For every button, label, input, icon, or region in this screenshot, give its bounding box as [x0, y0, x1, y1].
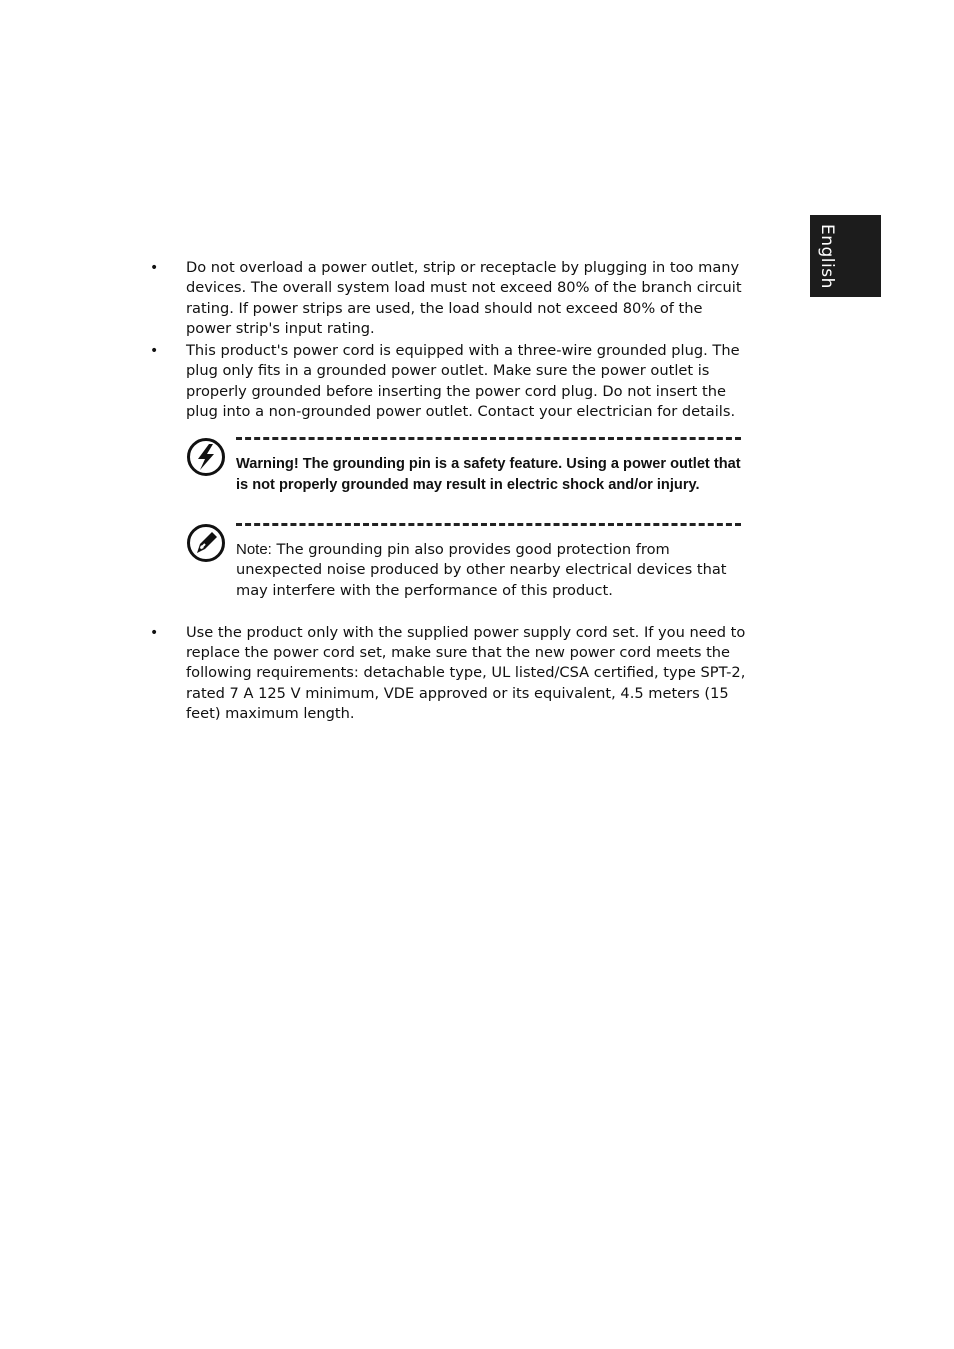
list-item	[150, 341, 750, 422]
note-box	[186, 523, 750, 601]
lightning-warning-icon	[186, 437, 226, 477]
bullet-marker: •	[150, 343, 159, 360]
list-item-text: Do not overload a power outlet, strip or receptacle by plugging in too many devices. The overall system load must not exceed 80% of the branch circuit rating. If power strips are used, the load should not exceed 80% of the power strip's input rating.	[186, 259, 742, 337]
warning-divider	[236, 437, 741, 440]
note-body: The grounding pin also provides good protection from unexpected noise produced by other nearby electrical devices that may interfere with the performance of this product.	[236, 540, 727, 599]
pencil-note-icon	[186, 523, 226, 563]
language-tab-label: English	[817, 224, 837, 289]
note-text	[236, 540, 741, 601]
safety-instructions	[150, 258, 750, 726]
list-item	[150, 623, 750, 724]
warning-text: Warning! The grounding pin is a safety feature. Using a power outlet that is not properly grounded may result in electric shock and/or injury.	[236, 456, 741, 493]
warning-box	[186, 437, 750, 495]
note-label: Note:	[236, 540, 272, 558]
note-divider	[236, 523, 741, 526]
list-item	[150, 258, 750, 339]
list-item-text: Use the product only with the supplied power supply cord set. If you need to replace the power cord set, make sure that the new power cord meets the following requirements: detachable type, UL listed/CSA certified, type SPT-2, rated 7 A 125 V minimum, VDE approved or its equivalent, 4.5 meters (15 feet) maximum length.	[186, 623, 746, 723]
bullet-marker: •	[150, 624, 159, 641]
language-tab	[810, 215, 881, 297]
bullet-marker: •	[150, 260, 159, 276]
list-item-text: This product's power cord is equipped with a three-wire grounded plug. The plug only fits in a grounded power outlet. Make sure the power outlet is properly grounded before inserting the power cord plug. Do not insert the plug into a non-grounded power outlet. Contact your electrician for details.	[186, 342, 740, 421]
